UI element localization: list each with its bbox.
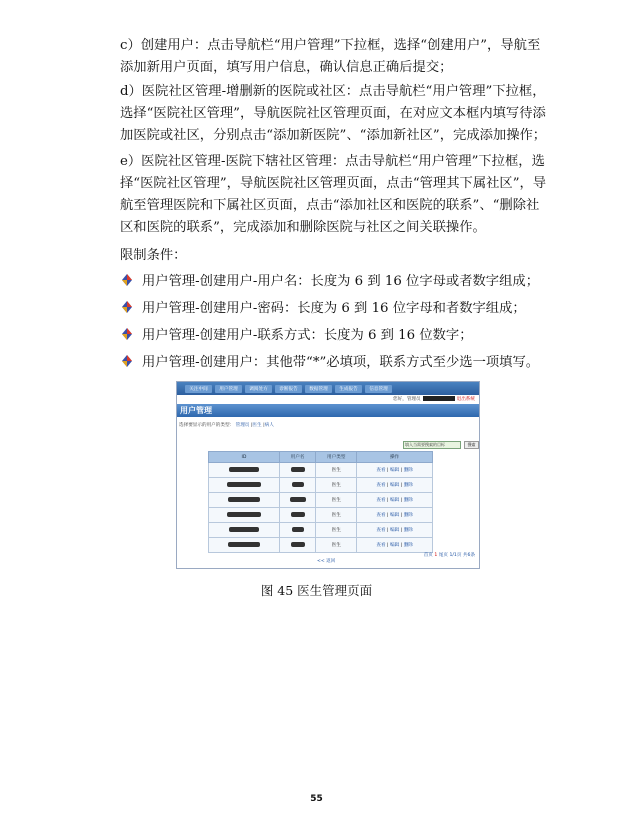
redacted-username (291, 512, 305, 517)
view-link[interactable]: 查看 (376, 483, 386, 488)
separator: | (399, 513, 404, 518)
nav-item[interactable]: 生成报告 (335, 385, 362, 393)
cell-user-type: 医生 (316, 508, 357, 523)
table-row (209, 493, 433, 508)
redacted-username (290, 497, 306, 502)
separator: | (385, 483, 391, 488)
cell-actions (357, 538, 433, 553)
view-link[interactable]: 查看 (376, 513, 386, 518)
screenshot-title: 用户管理 (177, 404, 479, 417)
cell-id (209, 463, 280, 478)
separator: | (385, 468, 391, 473)
redacted-id (227, 482, 261, 487)
nav-item[interactable]: 数据管理 (305, 385, 332, 393)
bullet-icon (120, 300, 134, 314)
cell-id (209, 478, 280, 493)
cell-username (279, 538, 315, 553)
view-link[interactable]: 查看 (376, 543, 386, 548)
constraints-label: 限制条件： (120, 248, 187, 263)
cell-user-type: 医生 (316, 523, 357, 538)
table-row (209, 463, 433, 478)
cell-username (279, 493, 315, 508)
separator: | (399, 528, 404, 533)
bullet-icon (120, 327, 134, 341)
redacted-username (291, 542, 305, 547)
cell-actions (357, 523, 433, 538)
constraint-text: 用户管理-创建用户-用户名：长度为 6 到 16 位字母或者数字组成； (142, 274, 539, 289)
constraint-text: 用户管理-创建用户-密码：长度为 6 到 16 位字母和者数字组成； (142, 301, 526, 316)
cell-user-type: 医生 (316, 463, 357, 478)
redacted-id (228, 542, 260, 547)
redacted-id (229, 467, 259, 472)
search-row (403, 441, 479, 449)
table-row (209, 523, 433, 538)
logout-link[interactable]: 退出系统 (456, 397, 475, 402)
cell-user-type: 医生 (316, 493, 357, 508)
redacted-id (227, 512, 261, 517)
paragraph-d: d）医院社区管理-增删新的医院或社区：点击导航栏“用户管理”下拉框，选择“医院社区管理”，导航医院社区管理页面，在对应文本框内填写待添加医院或社区，分别点击“添加新医院”、“添加新社区”，完成添加操作； (120, 84, 547, 143)
column-header: 用户类型 (316, 452, 357, 463)
cell-username (279, 463, 315, 478)
delete-link[interactable]: 删除 (403, 528, 413, 533)
user-table (208, 451, 433, 553)
pager-current: 1 (434, 553, 438, 558)
edit-link[interactable]: 编辑 (390, 528, 400, 533)
redacted-username (292, 482, 304, 487)
constraint-text: 用户管理-创建用户：其他带“*”必填项，联系方式至少选一项填写。 (142, 355, 540, 370)
redacted-id (228, 497, 260, 502)
pager-info: 1/1页 共6条 (449, 553, 475, 558)
embedded-screenshot (176, 381, 480, 569)
nav-item[interactable]: 信息管理 (365, 385, 392, 393)
filter-link-doctor[interactable]: 医生 (252, 423, 262, 428)
column-header: ID (209, 452, 280, 463)
cell-id (209, 508, 280, 523)
cell-actions (357, 493, 433, 508)
bullet-icon (120, 354, 134, 368)
cell-user-type: 医生 (316, 538, 357, 553)
cell-username (279, 508, 315, 523)
filter-link-patient[interactable]: 病人 (264, 423, 274, 428)
cell-username (279, 523, 315, 538)
cell-id (209, 523, 280, 538)
separator: | (385, 543, 391, 548)
separator: | (399, 498, 404, 503)
column-header: 用户名 (279, 452, 315, 463)
nav-item[interactable]: 用户管理 (215, 385, 242, 393)
screenshot-navbar (177, 382, 479, 395)
table-row (209, 538, 433, 553)
search-input[interactable]: 填入当需要搜索的目标 (403, 441, 461, 449)
constraint-item (120, 351, 539, 370)
delete-link[interactable]: 删除 (403, 543, 413, 548)
table-row (209, 478, 433, 493)
edit-link[interactable]: 编辑 (390, 483, 400, 488)
user-type-filter: 选择要显示的用户的类型： 管理员 |医生 |病人 (179, 423, 274, 428)
delete-link[interactable]: 删除 (403, 498, 413, 503)
nav-item[interactable]: 诊断报告 (275, 385, 302, 393)
delete-link[interactable]: 删除 (403, 468, 413, 473)
nav-item[interactable]: 关注中间 (185, 385, 212, 393)
page-number: 55 (310, 794, 323, 804)
back-link[interactable]: << 返回 (317, 559, 336, 564)
table-row (209, 508, 433, 523)
separator: | (399, 468, 404, 473)
pager-last[interactable]: 尾页 (438, 553, 448, 558)
cell-actions (357, 463, 433, 478)
filter-prefix: 选择要显示的用户的类型： (179, 423, 235, 428)
delete-link[interactable]: 删除 (403, 513, 413, 518)
figure-caption: 图 45 医生管理页面 (260, 583, 373, 598)
edit-link[interactable]: 编辑 (390, 498, 400, 503)
constraint-item (120, 297, 526, 316)
separator: | (385, 513, 391, 518)
cell-id (209, 493, 280, 508)
edit-link[interactable]: 编辑 (390, 468, 400, 473)
view-link[interactable]: 查看 (376, 498, 386, 503)
separator: | (399, 483, 404, 488)
paragraph-e: e）医院社区管理-医院下辖社区管理：点击导航栏“用户管理”下拉框，选择“医院社区管理”，导航医院社区管理页面，点击“管理其下属社区”，导航至管理医院和下属社区页面，点击“添加社区和医院的联系”、“删除社区和医院的联系”，完成添加和删除医院与社区之间关联操作。 (120, 154, 547, 235)
constraint-item (120, 324, 473, 343)
redacted-username (292, 527, 304, 532)
separator: | (385, 498, 391, 503)
redacted-id (229, 527, 259, 532)
edit-link[interactable]: 编辑 (390, 543, 400, 548)
delete-link[interactable]: 删除 (403, 483, 413, 488)
constraint-text: 用户管理-创建用户-联系方式：长度为 6 到 16 位数字； (142, 328, 473, 343)
view-link[interactable]: 查看 (376, 528, 386, 533)
separator: | (385, 528, 391, 533)
bullet-icon (120, 273, 134, 287)
paragraph-c: c）创建用户：点击导航栏“用户管理”下拉框，选择“创建用户”，导航至添加新用户页面，填写用户信息，确认信息正确后提交； (120, 38, 541, 75)
greeting-text: 您好，管理员 (393, 397, 421, 402)
nav-item[interactable]: 调阅处方 (245, 385, 272, 393)
cell-actions (357, 478, 433, 493)
cell-actions (357, 508, 433, 523)
user-greeting (177, 395, 479, 404)
redacted-username (291, 467, 305, 472)
column-header: 操作 (357, 452, 433, 463)
search-button[interactable]: 搜索 (464, 441, 479, 449)
cell-id (209, 538, 280, 553)
constraint-item (120, 270, 539, 289)
separator: | (399, 543, 404, 548)
pagination (424, 552, 475, 558)
pager-first[interactable]: 首页 (423, 553, 433, 558)
cell-username (279, 478, 315, 493)
cell-user-type: 医生 (316, 478, 357, 493)
redacted-name (423, 396, 455, 401)
view-link[interactable]: 查看 (376, 468, 386, 473)
edit-link[interactable]: 编辑 (390, 513, 400, 518)
filter-link-admin[interactable]: 管理员 (235, 423, 250, 428)
